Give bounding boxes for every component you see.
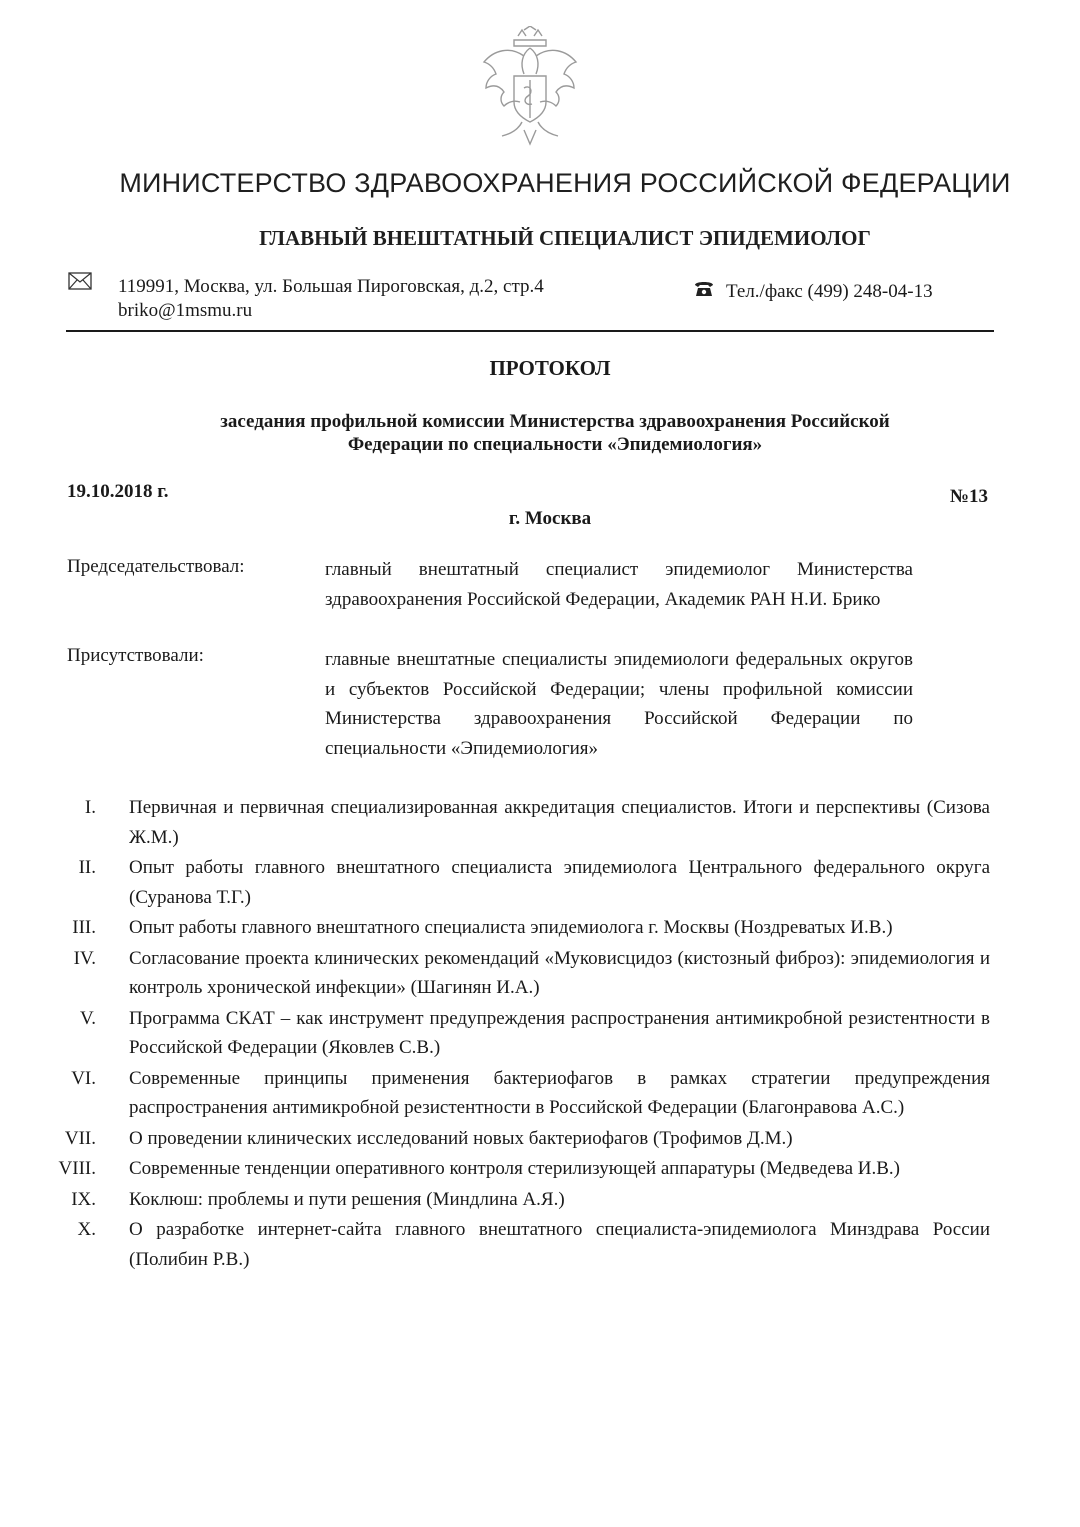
postal-address: 119991, Москва, ул. Большая Пироговская, д.2, стр.4 — [118, 276, 544, 297]
envelope-icon — [68, 272, 92, 290]
agenda-item-text: Опыт работы главного внештатного специалиста эпидемиолога г. Москвы (Ноздреватых И.В.) — [129, 917, 893, 938]
present-text: главные внештатные специалисты эпидемиологи федеральных округов и субъектов Российской Федерации; члены профильной комиссии Министерства здравоохранения Российской Федерации по специальности «Эпидемиология» — [325, 649, 913, 759]
protocol-title: ПРОТОКОЛ — [489, 356, 611, 380]
agenda-item-number: II. — [78, 857, 96, 878]
telephone-icon — [693, 279, 715, 297]
agenda-item-number: IV. — [73, 947, 96, 969]
agenda-item-text: Первичная и первичная специализированная аккредитация специалистов. Итоги и перспективы (Сизова Ж.М.) — [129, 797, 990, 848]
agenda-item-number: VIII. — [58, 1158, 96, 1179]
agenda-item — [40, 1215, 990, 1274]
agenda-item — [40, 1124, 990, 1154]
agenda-item-number: X. — [77, 1219, 96, 1240]
agenda-item — [40, 1154, 990, 1184]
address-block — [118, 275, 544, 323]
agenda-item — [40, 793, 990, 852]
chaired-text: главный внештатный специалист эпидемиолог Министерства здравоохранения Российской Федерации, Академик РАН Н.И. Брико — [325, 559, 913, 610]
agenda-item-text: Современные принципы применения бактериофагов в рамках стратегии предупреждения распространения антимикробной резистентности в Российской Федерации (Благонравова А.С.) — [129, 1067, 990, 1118]
agenda-item-number: VII. — [64, 1127, 96, 1149]
chief-specialist-title: ГЛАВНЫЙ ВНЕШТАТНЫЙ СПЕЦИАЛИСТ ЭПИДЕМИОЛОГ — [259, 226, 871, 250]
agenda-item — [40, 1004, 990, 1063]
agenda-item — [40, 913, 990, 943]
agenda-item-number: IX. — [71, 1188, 96, 1210]
agenda-item — [40, 944, 990, 1003]
agenda-item-text: Согласование проекта клинических рекомендаций «Муковисцидоз (кистозный фиброз): эпидемиология и контроль хронической инфекции» (Шагинян И.А.) — [129, 947, 990, 998]
agenda-item-number: VI. — [71, 1067, 96, 1089]
agenda-item — [40, 853, 990, 912]
agenda-list — [40, 793, 990, 1275]
protocol-subtitle — [150, 410, 960, 456]
agenda-item-number: V. — [79, 1007, 96, 1029]
phone-fax: Тел./факс (499) 248-04-13 — [726, 281, 933, 302]
protocol-number: №13 — [949, 486, 988, 507]
agenda-item-text: Опыт работы главного внештатного специалиста эпидемиолога Центрального федерального округа (Суранова Т.Г.) — [129, 857, 990, 908]
email-address: briko@1msmu.ru — [118, 300, 253, 321]
protocol-date: 19.10.2018 г. — [67, 481, 169, 502]
present-label: Присутствовали: — [67, 645, 204, 666]
agenda-item-number: III. — [72, 917, 96, 938]
ministry-name: МИНИСТЕРСТВО ЗДРАВООХРАНЕНИЯ РОССИЙСКОЙ ФЕДЕРАЦИИ — [119, 168, 1011, 198]
agenda-item-text: Программа СКАТ – как инструмент предупреждения распространения антимикробной резистентности в Российской Федерации (Яковлев С.В.) — [129, 1007, 990, 1058]
subtitle-line-2: Федерации по специальности «Эпидемиология» — [347, 434, 763, 455]
agenda-item-text: Коклюш: проблемы и пути решения (Миндлина А.Я.) — [129, 1188, 565, 1210]
agenda-item — [40, 1064, 990, 1123]
subtitle-line-1: заседания профильной комиссии Министерства здравоохранения Российской — [220, 411, 890, 432]
double-headed-eagle-emblem — [478, 26, 582, 150]
agenda-item — [40, 1185, 990, 1215]
protocol-city: г. Москва — [508, 508, 592, 529]
agenda-item-number: I. — [84, 797, 96, 818]
chaired-label: Председательствовал: — [67, 556, 245, 577]
header-divider — [66, 330, 994, 332]
agenda-item-text: Современные тенденции оперативного контроля стерилизующей аппаратуры (Медведева И.В.) — [129, 1158, 900, 1179]
agenda-item-text: О проведении клинических исследований новых бактериофагов (Трофимов Д.М.) — [129, 1127, 793, 1149]
agenda-item-text: О разработке интернет-сайта главного внештатного специалиста-эпидемиолога Минздрава России (Полибин Р.В.) — [129, 1219, 990, 1270]
